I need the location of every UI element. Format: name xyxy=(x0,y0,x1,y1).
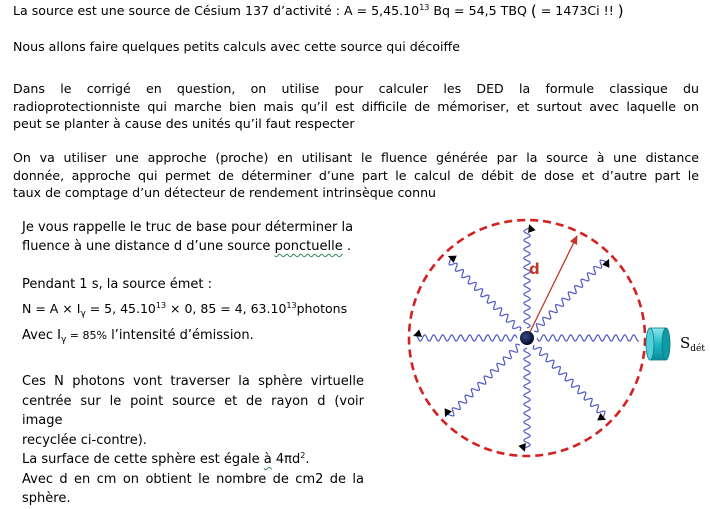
surface-formula: 4πd xyxy=(271,452,301,467)
detector xyxy=(646,328,670,360)
avec-line xyxy=(22,327,364,345)
photon-ray xyxy=(446,344,520,416)
header-paren-close: ) xyxy=(617,2,624,20)
surface-end: . xyxy=(305,452,310,467)
radius-line xyxy=(527,236,577,338)
header-exponent: 13 xyxy=(419,3,430,12)
header-paren-open: ( xyxy=(530,2,537,20)
photon-ray xyxy=(534,260,608,332)
intro-end: . xyxy=(342,239,351,254)
paragraph-ded-line: Dans le corrigé en question, on utilise pour calculer les DED la formule classique du xyxy=(13,81,699,96)
last-line: sphère. xyxy=(22,491,71,506)
surface-a-word: à xyxy=(263,452,272,467)
ces-line: recyclée ci-contre). xyxy=(22,432,147,448)
surface-line xyxy=(22,450,364,470)
photon-ray xyxy=(524,348,530,450)
pendant-text: Pendant 1 s, la source émet : xyxy=(22,277,213,292)
avec-gamma: γ xyxy=(60,335,67,345)
paragraph-intro xyxy=(13,38,699,56)
formula-lhs: N = A × I xyxy=(22,301,81,316)
formula-exp: 13 xyxy=(286,301,297,310)
pendant-line xyxy=(22,276,364,294)
paragraph-fluence-line: taux de comptage d’un détecteur de rendement intrinsèque connu xyxy=(13,185,437,200)
formula-activity: = 5, 45.10 xyxy=(85,301,156,316)
formula-line xyxy=(22,300,364,318)
paragraph-ded-line: peut se planter à cause des unités qu’il faut respecter xyxy=(13,116,355,131)
paragraph-ded xyxy=(13,80,699,133)
radius-label: d xyxy=(529,260,540,278)
header-tbq: Bq = 54,5 TBQ xyxy=(429,3,531,18)
paragraph-fluence xyxy=(13,149,699,202)
formula-exp: 13 xyxy=(155,301,167,310)
photon-ray xyxy=(537,335,639,341)
left-column xyxy=(22,218,364,256)
avec-desc: l’intensité d’émission. xyxy=(106,328,254,343)
photon-ray xyxy=(449,257,521,331)
intro-line-2 xyxy=(22,237,364,256)
point-source xyxy=(520,331,534,345)
ces-line: centrée sur le point source et de rayon d (voir image xyxy=(22,393,364,428)
paragraph-fluence-line: donnée, approche qui permet de déterminer d’une part le calcul de débit de dose et d’autre part le xyxy=(13,167,699,183)
ponctuelle-word: ponctuelle xyxy=(274,239,343,254)
header-curie: = 1473Ci !! xyxy=(536,3,618,18)
header-text: La source est une source de Césium 137 d’activité : A = 5,45.10 xyxy=(13,3,420,18)
header-line xyxy=(13,2,699,21)
paragraph-intro-text: Nous allons faire quelques petits calculs avec cette source qui décoiffe xyxy=(13,39,460,54)
sphere-diagram xyxy=(396,208,708,498)
intro-line: Je vous rappelle le truc de base pour déterminer la xyxy=(22,220,354,235)
intro-text: fluence à une distance d d’une source xyxy=(22,239,275,254)
ces-line: Ces N photons vont traverser la sphère virtuelle xyxy=(22,374,364,389)
avec-value: = 85% xyxy=(66,329,107,342)
surface-exp: 2 xyxy=(300,451,306,460)
paragraph-ded-line: radioprotectionniste qui marche bien mais qu’il est difficile de mémoriser, et surtout avec laquelle on xyxy=(13,98,699,114)
last-line: Avec d en cm on obtient le nombre de cm2 de la xyxy=(22,471,364,487)
photon-ray xyxy=(533,345,605,419)
detector-label: $S_{dét}$ xyxy=(680,334,705,354)
surface-text: La surface de cette sphère est égale xyxy=(22,452,264,467)
formula-gamma: γ xyxy=(80,309,86,319)
formula-unit: photons xyxy=(296,301,348,316)
photon-ray xyxy=(415,335,517,341)
avec-text: Avec I xyxy=(22,328,61,343)
ces-block xyxy=(22,372,364,509)
paragraph-fluence-line: On va utiliser une approche (proche) en utilisant le fluence générée par la source à une distance xyxy=(13,150,699,165)
formula-result: × 0, 85 = 4, 63.10 xyxy=(166,301,287,316)
